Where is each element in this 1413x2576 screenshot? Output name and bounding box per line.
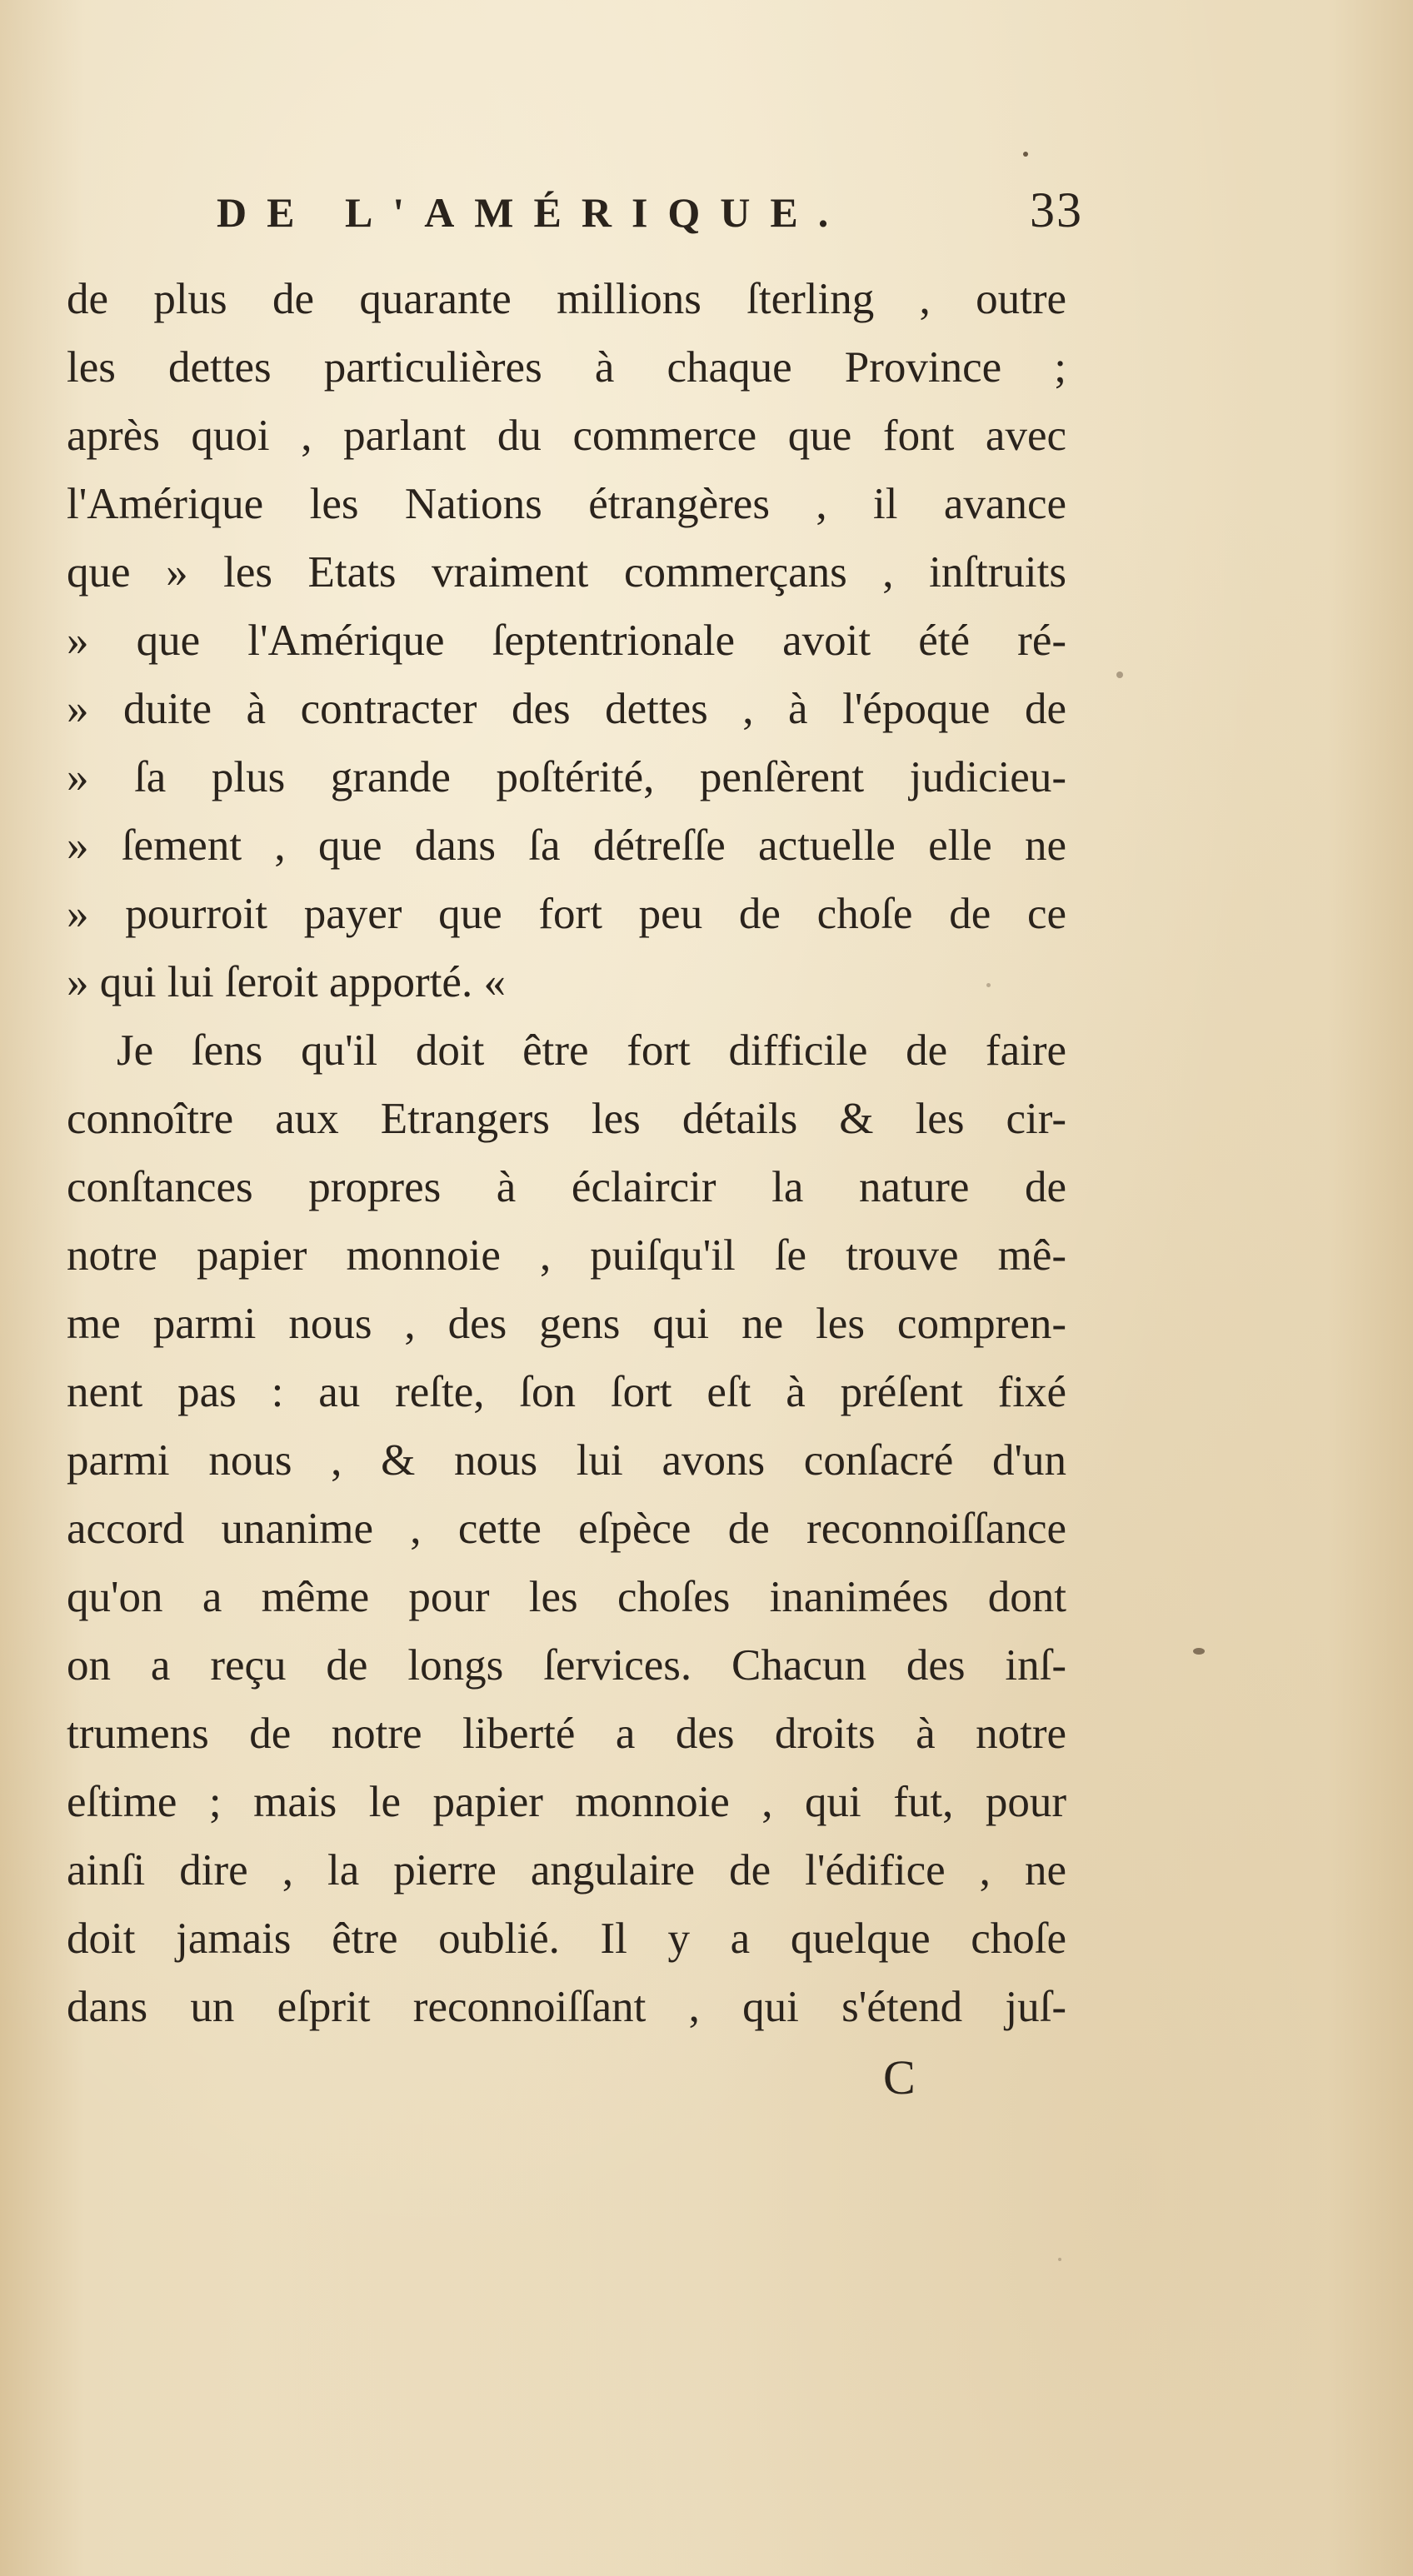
text-line: notre papier monnoie , puiſqu'il ſe trouve mê- — [67, 1231, 1066, 1280]
paragraph-first-line: Je ſens qu'il doit être fort difficile de faire — [117, 1026, 1066, 1075]
text-line: eſtime ; mais le papier monnoie , qui fut, pour — [67, 1778, 1066, 1826]
text-line: » pourroit payer que fort peu de choſe de ce — [67, 890, 1066, 938]
text-line: on a reçu de longs ſervices. Chacun des inſ- — [67, 1641, 1066, 1690]
text-line: doit jamais être oublié. Il y a quelque choſe — [67, 1915, 1066, 1963]
text-line: l'Amérique les Nations étrangères , il avance — [67, 480, 1066, 528]
text-line: que » les Etats vraiment commerçans , inſtruits — [67, 548, 1066, 597]
text-line: qu'on a même pour les choſes inanimées dont — [67, 1573, 1066, 1621]
text-line: conſtances propres à éclaircir la nature de — [67, 1163, 1066, 1211]
text-line: ainſi dire , la pierre angulaire de l'édifice , ne — [67, 1846, 1066, 1895]
paper-speck — [1193, 1648, 1205, 1655]
text-line: » duite à contracter des dettes , à l'époque de — [67, 685, 1066, 733]
paper-speck — [1116, 671, 1123, 678]
text-line: » ſa plus grande poſtérité, penſèrent judicieu- — [67, 753, 1066, 801]
paper-speck — [1058, 2258, 1061, 2261]
text-line: connoître aux Etrangers les détails & les cir- — [67, 1095, 1066, 1143]
page-number: 33 — [1030, 182, 1083, 237]
running-head — [217, 182, 1083, 248]
paper-speck — [986, 983, 991, 987]
text-line: trumens de notre liberté a des droits à notre — [67, 1710, 1066, 1758]
text-line: me parmi nous , des gens qui ne les compren- — [67, 1300, 1066, 1348]
signature-mark: C — [883, 2050, 916, 2104]
text-line: nent pas : au reſte, ſon ſort eſt à préſent fixé — [67, 1368, 1066, 1416]
text-line: » qui lui ſeroit apporté. « — [67, 958, 506, 1006]
paper-speck — [1023, 152, 1028, 157]
running-title: DE L'AMÉRIQUE. — [217, 189, 849, 236]
text-line: après quoi , parlant du commerce que font avec — [67, 412, 1066, 460]
text-line: » que l'Amérique ſeptentrionale avoit été ré- — [67, 617, 1066, 665]
text-line: » ſement , que dans ſa détreſſe actuelle elle ne — [67, 821, 1066, 870]
text-line: parmi nous , & nous lui avons conſacré d'un — [67, 1436, 1066, 1485]
text-line: de plus de quarante millions ſterling , outre — [67, 275, 1066, 323]
text-line: les dettes particulières à chaque Province ; — [67, 343, 1066, 392]
body-text — [67, 265, 1066, 2041]
text-line: dans un eſprit reconnoiſſant , qui s'étend juſ- — [67, 1983, 1066, 2031]
text-line: accord unanime , cette eſpèce de reconnoiſſance — [67, 1505, 1066, 1553]
